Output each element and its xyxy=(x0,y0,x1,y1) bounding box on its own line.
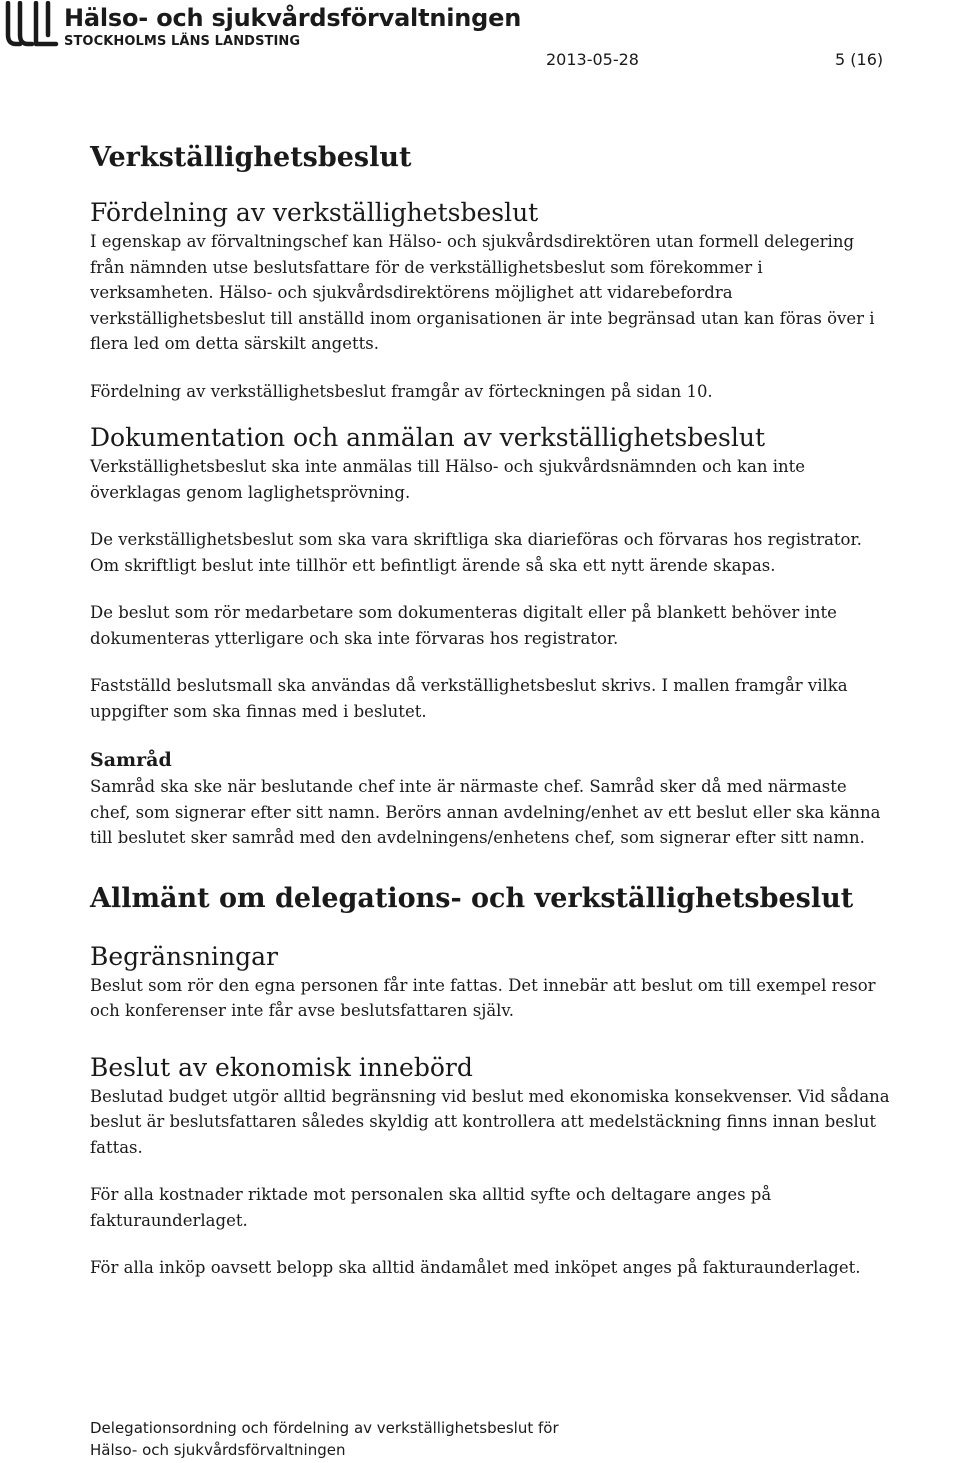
paragraph-samrad-1: Samråd ska ske när beslutande chef inte är närmaste chef. Samråd sker då med närmaste chef, som signerar efter sitt namn. Berörs annan avdelning/enhet av ett beslut eller ska känna till beslutet sker samråd med den avdelningens/enhetens chef, som signerar efter sitt namn. xyxy=(90,777,881,847)
paragraph-ekonomisk-3: För alla inköp oavsett belopp ska alltid ändamålet med inköpet anges på fakturaunderlaget. xyxy=(90,1258,861,1277)
heading-verkstallighetsbeslut: Verkställighetsbeslut xyxy=(90,142,412,173)
sll-logo-icon xyxy=(2,1,60,47)
heading-dokumentation: Dokumentation och anmälan av verkställighetsbeslut xyxy=(90,423,766,452)
document-body xyxy=(90,140,890,1281)
paragraph-dokumentation-1: Verkställighetsbeslut ska inte anmälas till Hälso- och sjukvårdsnämnden och kan inte överklagas genom laglighetsprövning. xyxy=(90,457,806,502)
document-date: 2013-05-28 xyxy=(546,50,639,69)
paragraph-dokumentation-2: De verkställighetsbeslut som ska vara skriftliga ska diarieföras och förvaras hos registrator. Om skriftligt beslut inte tillhör ett befintligt ärende så ska ett nytt ärende skapas. xyxy=(90,530,862,575)
heading-allmant: Allmänt om delegations- och verkställighetsbeslut xyxy=(90,882,854,914)
paragraph-fordelning-2: Fördelning av verkställighetsbeslut framgår av förteckningen på sidan 10. xyxy=(90,381,713,401)
org-name: Hälso- och sjukvårdsförvaltningen xyxy=(64,4,522,32)
footer-line-1: Delegationsordning och fördelning av verkställighetsbeslut för xyxy=(90,1419,559,1437)
org-subtitle: STOCKHOLMS LÄNS LANDSTING xyxy=(64,34,301,49)
paragraph-dokumentation-4: Fastställd beslutsmall ska användas då verkställighetsbeslut skrivs. I mallen framgår vilka uppgifter som ska finnas med i beslutet. xyxy=(90,676,848,721)
heading-fordelning: Fördelning av verkställighetsbeslut xyxy=(90,198,539,227)
paragraph-dokumentation-3: De beslut som rör medarbetare som dokumenteras digitalt eller på blankett behöver inte dokumenteras ytterligare och ska inte förvaras hos registrator. xyxy=(90,603,837,648)
paragraph-ekonomisk-1: Beslutad budget utgör alltid begränsning vid beslut med ekonomiska konsekvenser. Vid sådana beslut är beslutsfattaren således skyldig att kontrollera att medelstäckning finns innan beslut fattas. xyxy=(90,1086,890,1157)
footer-line-2: Hälso- och sjukvårdsförvaltningen xyxy=(90,1441,346,1459)
paragraph-begransningar-1: Beslut som rör den egna personen får inte fattas. Det innebär att beslut om till exempel resor och konferenser inte får avse beslutsfattaren själv. xyxy=(90,975,876,1020)
heading-samrad: Samråd xyxy=(90,749,172,771)
page-number: 5 (16) xyxy=(835,50,884,69)
paragraph-fordelning-1: I egenskap av förvaltningschef kan Hälso- och sjukvårdsdirektören utan formell delegering från nämnden utse beslutsfattare för de verkställighetsbeslut som förekommer i verksamheten. Hälso- och sjukvårdsdirektörens möjlighet att vidarebefordra verkställighetsbeslut till anställd inom organisationen är inte begränsad utan kan föras över i flera led om detta särskilt angetts. xyxy=(90,232,875,353)
page-footer xyxy=(90,1417,559,1461)
page-header xyxy=(0,0,960,69)
paragraph-ekonomisk-2: För alla kostnader riktade mot personalen ska alltid syfte och deltagare anges på fakturaunderlaget. xyxy=(90,1185,772,1230)
heading-begransningar: Begränsningar xyxy=(90,941,279,971)
heading-ekonomisk: Beslut av ekonomisk innebörd xyxy=(90,1052,473,1082)
